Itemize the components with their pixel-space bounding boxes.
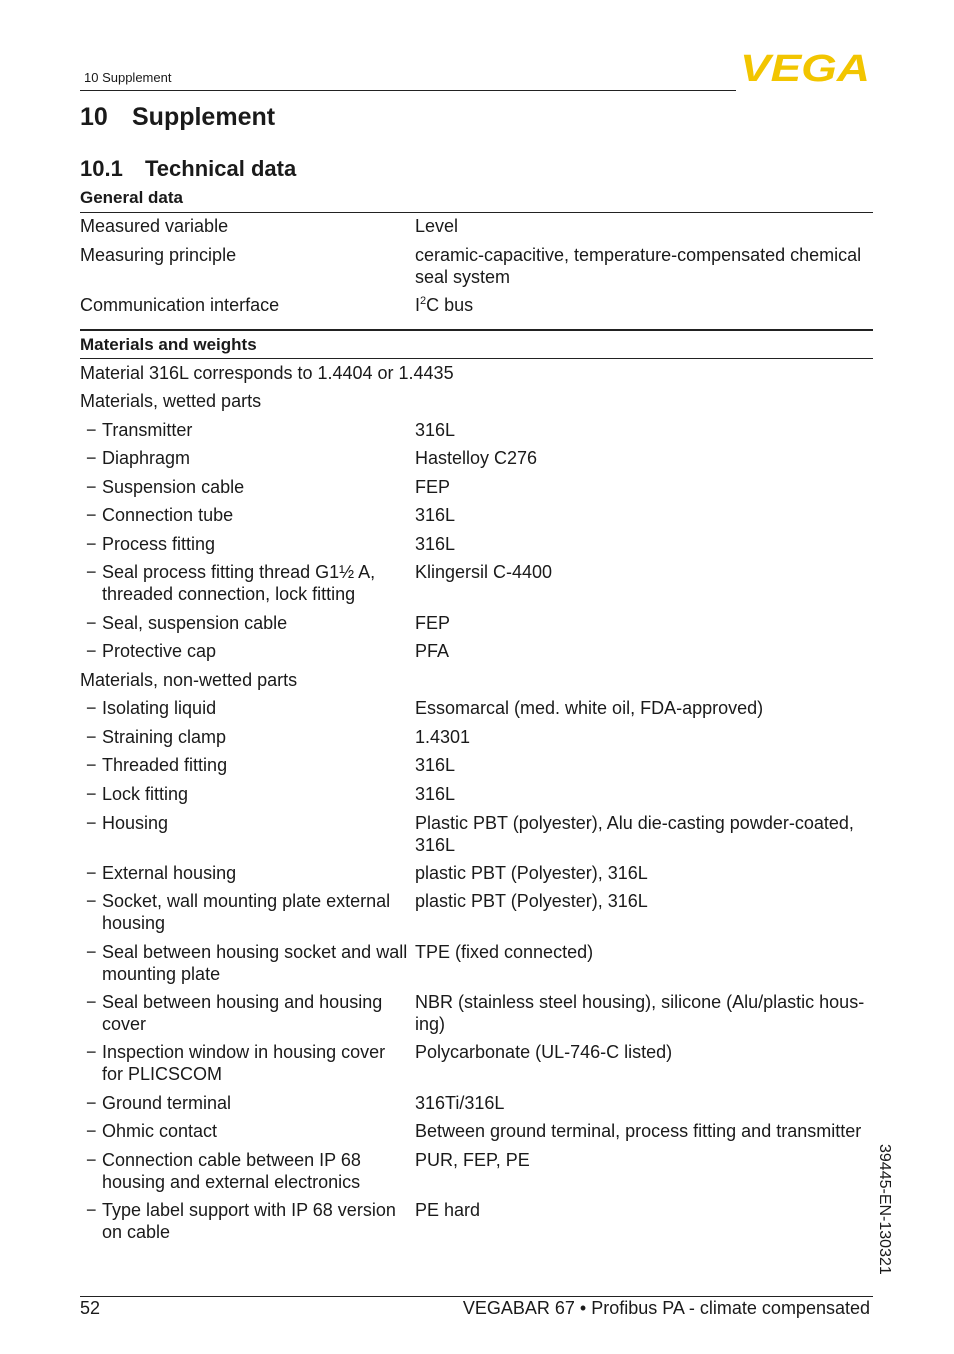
- row-label: Ground terminal: [102, 1093, 232, 1113]
- row-label: Seal process fitting thread G1½ A, threaded connection, lock fitting: [102, 562, 376, 604]
- footer-title: VEGABAR 67 • Profibus PA - climate compensated: [462, 1298, 870, 1318]
- row-label: Inspection window in housing cover for PLICSCOM: [102, 1042, 386, 1084]
- document-id: 39445-EN-130321: [876, 1144, 893, 1275]
- row-value: NBR (stainless steel housing), silicone (Alu/plastic hous-ing): [415, 992, 865, 1034]
- row-value: Klingersil C-4400: [415, 562, 553, 582]
- row-value: Hastelloy C276: [415, 448, 538, 468]
- row-label: Seal, suspension cable: [102, 613, 288, 633]
- row-label: Type label support with IP 68 version on cable: [102, 1200, 396, 1242]
- row-value: $I^2C$ bus: [415, 295, 474, 315]
- row-value: 316L: [415, 784, 456, 804]
- row-label: Process fitting: [102, 534, 216, 554]
- row-value: PFA: [415, 641, 450, 661]
- row-value: FEP: [415, 613, 451, 633]
- logo-text: VEGA: [740, 50, 870, 84]
- row-value: PE hard: [415, 1200, 481, 1220]
- row-label: Protective cap: [102, 641, 217, 661]
- row-value: 316Ti/316L: [415, 1093, 505, 1113]
- materials-top-rule: [80, 329, 873, 331]
- row-label: Measuring principle: [80, 245, 237, 265]
- row-value: 316L: [415, 755, 456, 775]
- materials-rule: [80, 358, 873, 359]
- materials-note: Material 316L corresponds to 1.4404 or 1.4435: [80, 363, 454, 383]
- page-number: 52: [80, 1298, 101, 1318]
- row-label: Straining clamp: [102, 727, 227, 747]
- materials-heading: Materials and weights: [80, 335, 257, 354]
- row-label: Housing: [102, 813, 169, 833]
- row-label: Measured variable: [80, 216, 229, 236]
- section-name: Technical data: [145, 156, 297, 181]
- footer-rule: [80, 1296, 873, 1297]
- row-value: plastic PBT (Polyester), 316L: [415, 891, 648, 911]
- row-value: Between ground terminal, process fitting and transmitter: [415, 1121, 862, 1141]
- row-value: Level: [415, 216, 459, 236]
- row-value: FEP: [415, 477, 451, 497]
- non-wetted-parts-heading: Materials, non-wetted parts: [80, 670, 298, 690]
- row-value: 316L: [415, 534, 456, 554]
- chapter-name: Supplement: [132, 103, 276, 131]
- row-value: 316L: [415, 505, 456, 525]
- row-label: Seal between housing and housing cover: [102, 992, 383, 1034]
- row-value: Essomarcal (med. white oil, FDA-approved): [415, 698, 764, 718]
- section-title: [80, 156, 296, 182]
- row-value: Polycarbonate (UL-746-C listed): [415, 1042, 673, 1062]
- row-label: Threaded fitting: [102, 755, 228, 775]
- row-label: Isolating liquid: [102, 698, 217, 718]
- running-header: 10 Supplement: [84, 70, 172, 85]
- row-label: Communication interface: [80, 295, 280, 315]
- row-label: Ohmic contact: [102, 1121, 218, 1141]
- row-label: Suspension cable: [102, 477, 245, 497]
- vega-logo: [740, 50, 872, 84]
- general-data-rule: [80, 212, 873, 213]
- row-label: Socket, wall mounting plate external housing: [102, 891, 391, 933]
- header-rule: [80, 90, 736, 91]
- row-label: Transmitter: [102, 420, 193, 440]
- general-data-heading: General data: [80, 188, 183, 207]
- row-value: TPE (fixed connected): [415, 942, 594, 962]
- chapter-title: [80, 103, 275, 132]
- row-value: 1.4301: [415, 727, 471, 747]
- chapter-number: 10: [80, 103, 108, 131]
- row-label: Connection tube: [102, 505, 234, 525]
- row-label: External housing: [102, 863, 237, 883]
- row-label: Lock fitting: [102, 784, 189, 804]
- wetted-parts-heading: Materials, wetted parts: [80, 391, 262, 411]
- row-label: Connection cable between IP 68 housing and external electronics: [102, 1150, 361, 1192]
- row-value: plastic PBT (Polyester), 316L: [415, 863, 648, 883]
- row-label: Seal between housing socket and wall mounting plate: [102, 942, 408, 984]
- row-label: Diaphragm: [102, 448, 191, 468]
- section-number: 10.1: [80, 156, 123, 181]
- row-value: ceramic-capacitive, temperature-compensated chemical seal system: [415, 245, 862, 287]
- row-value: PUR, FEP, PE: [415, 1150, 530, 1170]
- row-value: 316L: [415, 420, 456, 440]
- row-value: Plastic PBT (polyester), Alu die-casting powder-coated, 316L: [415, 813, 854, 855]
